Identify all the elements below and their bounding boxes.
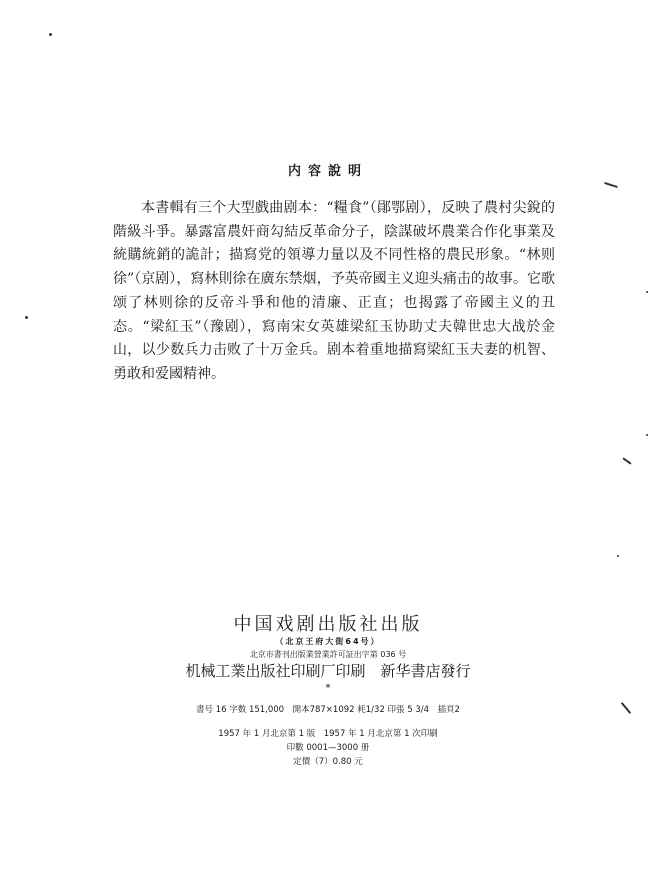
- separator-star: *: [325, 683, 331, 694]
- printer-distributor-line: 机械工業出版社印刷厂印刷 新华書店發行: [185, 662, 471, 680]
- scan-speck: [646, 434, 648, 436]
- book-specs-line: 書号 16 字数 151,000 開本787×1092 耗1/32 印張 5 3/4 插頁2: [196, 705, 460, 715]
- scan-speck: [49, 33, 52, 36]
- publisher-line: 中国戏剧出版社出版: [233, 614, 423, 635]
- publishing-license: 北京市書刊出版業營業許可証出字第 036 号: [249, 650, 407, 659]
- price-line: 定價（7）0.80 元: [293, 757, 363, 767]
- scan-speck: [604, 182, 618, 188]
- scan-speck: [622, 457, 631, 464]
- scan-speck: [617, 555, 619, 557]
- edition-line: 1957 年 1 月北京第 1 版 1957 年 1 月北京第 1 次印刷: [218, 729, 438, 739]
- scan-speck: [25, 316, 28, 319]
- content-summary: 本書輯有三个大型戲曲剧本：“糧食”（鄖鄂剧），反映了農村尖銳的階級斗爭。暴露富農奸商勾結反革命分子，陰謀破坏農業合作化事業及統購統銷的詭計；描寫党的領導力量以及不同性格的農民形象。“林则徐”（京剧），寫林則徐在廣东禁烟，予英帝國主义迎头痛击的故事。它歌颂了林则徐的反帝斗爭和他的清廉、正直；也揭露了帝國主义的丑态。“梁紅玉”（豫剧），寫南宋女英雄梁紅玉协助丈夫韓世忠大战於金山，以少数兵力击败了十万金兵。剧本着重地描寫梁紅玉夫妻的机智、勇敢和爱國精神。: [113, 200, 555, 382]
- print-run-line: 印數 0001—3000 册: [286, 743, 370, 753]
- page-heading: 内容說明: [287, 164, 368, 179]
- scan-speck: [646, 291, 648, 293]
- publisher-address: （北京王府大街64号）: [275, 637, 381, 646]
